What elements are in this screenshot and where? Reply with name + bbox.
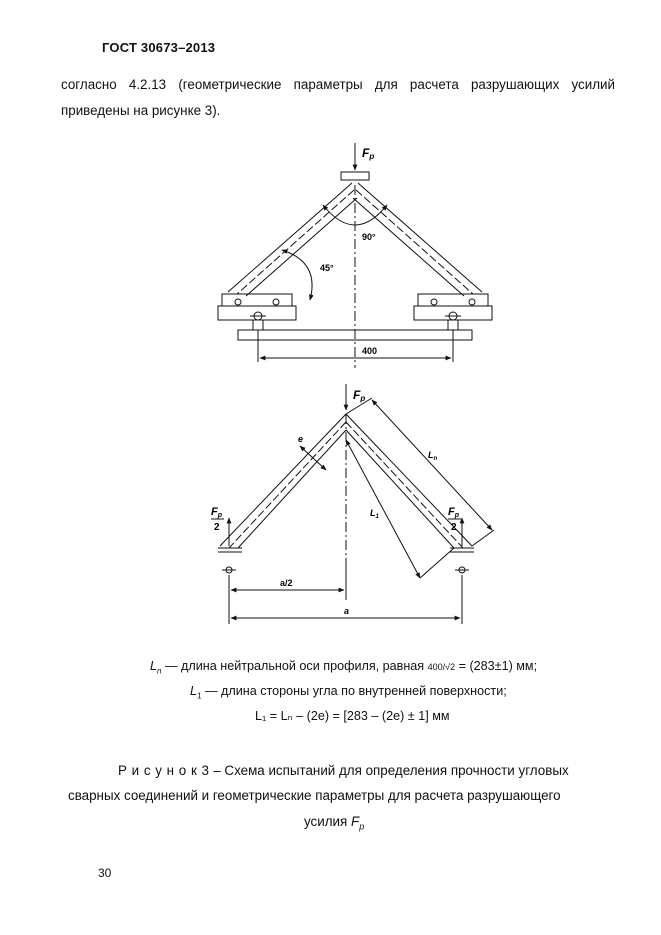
top-angle-90-label: 90°: [362, 232, 376, 242]
span-label: a: [344, 606, 350, 616]
top-test-rig: [218, 143, 492, 368]
ln-dimension-label: $L_n$: [428, 450, 438, 462]
top-load-pad: [341, 172, 369, 180]
half-span-label: a/2: [280, 578, 293, 588]
l1-dimension-label: $L_1$: [370, 508, 379, 520]
svg-text:2: 2: [451, 522, 457, 533]
figure-caption-line-1: Р и с у н о к 3 – Схема испытаний для определения прочности угловых: [118, 763, 569, 778]
left-half-force-label: [211, 506, 224, 533]
legend-ln: $L_n$ — длина нейтральной оси профиля, равная 400/√2 = (283±1) мм;: [150, 659, 538, 676]
legend-l1: $L_1$ — длина стороны угла по внутренней поверхности;: [190, 684, 507, 701]
bottom-geometry: [218, 384, 494, 624]
top-angle-45-label: 45°: [320, 263, 334, 273]
bottom-force-label: Fp: [353, 388, 366, 403]
svg-text:Fp: Fp: [448, 506, 460, 519]
document-header: ГОСТ 30673–2013: [102, 40, 216, 55]
legend-formula: L₁ = Lₙ – (2e) = [283 – (2e) ± 1] мм: [255, 709, 450, 723]
svg-text:Fp: Fp: [211, 506, 223, 519]
top-span-dimension: 400: [362, 346, 378, 356]
svg-text:2: 2: [214, 522, 220, 533]
top-force-label: Fp: [362, 146, 375, 161]
figure-caption-line-2: сварных соединений и геометрические параметры для расчета разрушающего: [68, 788, 561, 803]
paragraph-line-1: согласно 4.2.13 (геометрические параметры для расчета разрушающих усилий: [61, 77, 615, 92]
paragraph-line-2: приведены на рисунке 3).: [61, 103, 221, 118]
e-dimension-label: e: [298, 434, 304, 444]
right-half-force-label: [448, 506, 461, 533]
page-number: 30: [98, 866, 112, 880]
figure-caption-line-3: усилия $F_p$: [304, 814, 365, 832]
